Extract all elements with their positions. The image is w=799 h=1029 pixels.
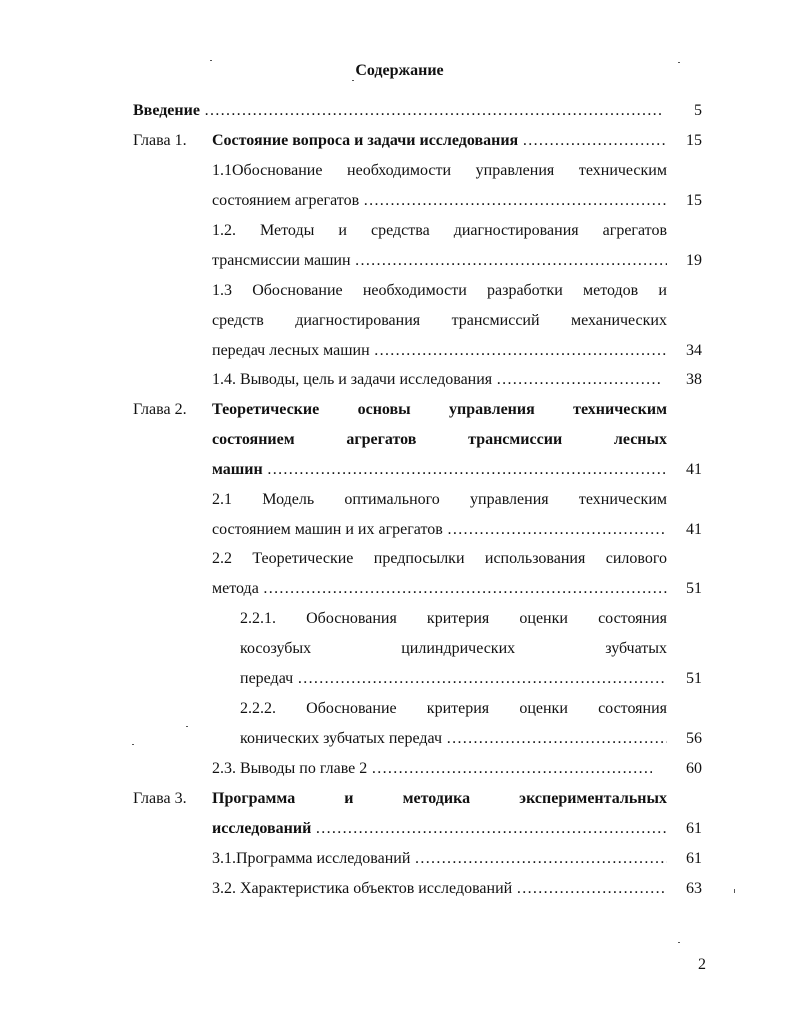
- chapter-2-title-line1: Теоретические основы управления техническим: [212, 401, 667, 418]
- scan-speck: [132, 744, 134, 745]
- scan-speck: [210, 60, 212, 61]
- section-1-2-page: 19: [686, 252, 702, 269]
- section-1-3-page: 34: [686, 342, 702, 359]
- section-1-4-page: 38: [686, 371, 702, 388]
- section-2-2-2-page: 56: [686, 730, 702, 747]
- section-2-3-page: 60: [686, 760, 702, 777]
- section-2-2-2-line1: 2.2.2. Обоснование критерия оценки состояния: [240, 700, 667, 717]
- scan-speck: [678, 62, 680, 63]
- chapter-1-label: Глава 1.: [133, 132, 187, 149]
- section-2-1-page: 41: [686, 521, 702, 538]
- chapter-2-label: Глава 2.: [133, 401, 187, 418]
- section-2-2-page: 51: [686, 580, 702, 597]
- toc-entry-intro: [133, 101, 663, 121]
- section-1-4-line1: 1.4. Выводы, цель и задачи исследования ………………………………………………………………………………………………………………………………: [212, 370, 662, 390]
- scan-speck: [186, 726, 188, 727]
- section-2-2-line1: 2.2 Теоретические предпосылки использования силового: [212, 550, 667, 567]
- toc-entry-intro-label: Введение: [133, 102, 200, 119]
- chapter-2-title-line3: машин ………………………………………………………………………………………………………………………………: [212, 460, 667, 480]
- section-2-2-1-line2: косозубых цилиндрических зубчатых: [240, 640, 667, 657]
- page-number: 2: [698, 956, 706, 973]
- toc-page-intro: 5: [694, 102, 702, 119]
- section-2-2-1-line3: передач ………………………………………………………………………………………………………………………………: [240, 669, 667, 689]
- scan-speck: [678, 942, 680, 943]
- section-2-2-line2: метода ………………………………………………………………………………………………………………………………: [212, 579, 667, 599]
- section-2-2-1-line1: 2.2.1. Обоснования критерия оценки состояния: [240, 610, 667, 627]
- section-3-1-line1: 3.1.Программа исследований ………………………………………………………………………………………………………………………………: [212, 849, 667, 869]
- chapter-3-title-line2: исследований ………………………………………………………………………………………………………………………………: [212, 819, 667, 839]
- section-2-2-1-page: 51: [686, 670, 702, 687]
- section-3-1-page: 61: [686, 850, 702, 867]
- chapter-2-page: 41: [686, 461, 702, 478]
- chapter-2-title-line2: состоянием агрегатов трансмиссии лесных: [212, 431, 667, 448]
- scan-speck: [734, 889, 735, 893]
- section-1-2-line1: 1.2. Методы и средства диагностирования агрегатов: [212, 222, 667, 239]
- chapter-1-page: 15: [686, 132, 702, 149]
- section-1-1-line1: 1.1Обоснование необходимости управления техническим: [212, 162, 667, 179]
- scan-speck: [352, 80, 354, 81]
- section-1-3-line1: 1.3 Обоснование необходимости разработки методов и: [212, 282, 667, 299]
- section-2-1-line2: состоянием машин и их агрегатов ………………………………………………………………………………………………………………………………: [212, 520, 667, 540]
- section-1-2-line2: трансмиссии машин ………………………………………………………………………………………………………………………………: [212, 251, 667, 271]
- chapter-3-label: Глава 3.: [133, 790, 187, 807]
- section-3-2-page: 63: [686, 880, 702, 897]
- chapter-3-page: 61: [686, 820, 702, 837]
- section-3-2-line1: 3.2. Характеристика объектов исследований ………………………………………………………………………………………………………………………………: [212, 879, 667, 899]
- chapter-1-title: Состояние вопроса и задачи исследования ………………………………………………………………………………………………………………………………: [212, 131, 667, 151]
- section-1-3-line2: средств диагностирования трансмиссий механических: [212, 312, 667, 329]
- chapter-3-title-line1: Программа и методика экспериментальных: [212, 790, 667, 807]
- section-1-3-line3: передач лесных машин ………………………………………………………………………………………………………………………………: [212, 341, 667, 361]
- section-2-1-line1: 2.1 Модель оптимального управления техническим: [212, 491, 667, 508]
- section-1-1-page: 15: [686, 192, 702, 209]
- section-1-1-line2: состоянием агрегатов ………………………………………………………………………………………………………………………………: [212, 191, 667, 211]
- section-2-3-line1: 2.3. Выводы по главе 2 ………………………………………………………………………………………………………………………………: [212, 759, 652, 779]
- page-title: Содержание: [355, 62, 444, 79]
- section-2-2-2-line2: конических зубчатых передач ………………………………………………………………………………………………………………………………: [240, 729, 667, 749]
